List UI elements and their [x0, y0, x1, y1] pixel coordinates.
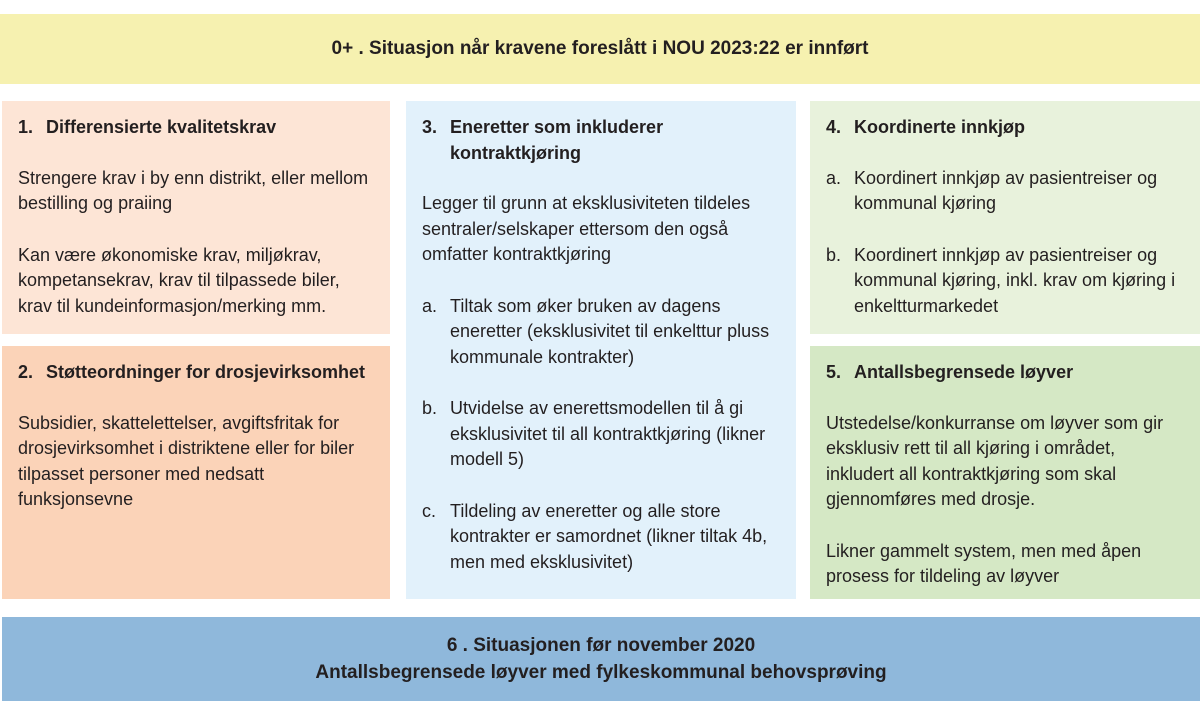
box3-item-c [422, 499, 782, 576]
box4-item-b-text: Koordinert innkjøp av pasientreiser og kommunal kjøring, inkl. krav om kjøring i enkeltturmarkedet [854, 244, 1176, 316]
box4-item-a-letter: a. [826, 167, 842, 188]
box1-paragraph-2: Kan være økonomiske krav, miljøkrav, kompetansekrav, krav til tilpassede biler, krav til kundeinformasjon/merking mm. [18, 244, 340, 316]
box1-title: Differensierte kvalitetskrav [46, 117, 277, 137]
bottom-banner-line-1: 6 . Situasjonen før november 2020 [446, 635, 756, 656]
box3-item-b-letter: b. [422, 398, 438, 418]
box3-item-c-letter: c. [422, 500, 437, 521]
box3-title: Eneretter som inkluderer kontraktkjøring [450, 117, 664, 163]
box3-heading [422, 115, 782, 166]
box3-number: 3. [422, 117, 438, 137]
box5-number: 5. [826, 362, 842, 382]
box2-heading [18, 360, 376, 386]
box5-heading [826, 360, 1186, 386]
box1-number: 1. [18, 117, 34, 137]
box1-paragraph-1: Strengere krav i by enn distrikt, eller mellom bestilling og praiing [18, 167, 369, 213]
box2-paragraph-1: Subsidier, skattelettelser, avgiftsfritak for drosjevirksomhet i distriktene eller for biler tilpasset personer med nedsatt funksjonsevne [18, 412, 355, 509]
box-stotteordninger [2, 346, 390, 599]
box4-item-a-text: Koordinert innkjøp av pasientreiser og kommunal kjøring [854, 167, 1158, 213]
bottom-banner [2, 617, 1200, 701]
box4-number: 4. [826, 117, 842, 137]
top-banner-title: 0+ . Situasjon når kravene foreslått i NOU 2023:22 er innført [331, 38, 869, 59]
box2-title: Støtteordninger for drosjevirksomhet [46, 362, 366, 382]
box3-item-c-text: Tildeling av eneretter og alle store kontrakter er samordnet (likner tiltak 4b, men med eksklusivitet) [450, 500, 768, 572]
box2-number: 2. [18, 362, 34, 382]
box4-title: Koordinerte innkjøp [854, 117, 1025, 137]
box4-heading [826, 115, 1186, 141]
box3-item-a [422, 294, 782, 371]
box3-item-b [422, 396, 782, 473]
bottom-banner-line-2: Antallsbegrensede løyver med fylkeskommunal behovsprøving [315, 662, 887, 683]
box5-paragraph-1: Utstedelse/konkurranse om løyver som gir eksklusiv rett til all kjøring i området, inkludert all kontraktkjøring som skal gjennomføres med drosje. [826, 412, 1164, 509]
box3-item-a-text: Tiltak som øker bruken av dagens eneretter (eksklusivitet til enkelttur pluss kommunale kontrakter) [450, 295, 770, 367]
box1-heading [18, 115, 376, 141]
box-differensierte-kvalitetskrav [2, 101, 390, 334]
box-antallsbegrensede-loyver [810, 346, 1200, 599]
box3-intro: Legger til grunn at eksklusiviteten tildeles sentraler/selskaper ettersom den også omfatter kontraktkjøring [422, 193, 751, 264]
box3-item-a-letter: a. [422, 295, 438, 316]
box5-title: Antallsbegrensede løyver [854, 362, 1074, 382]
box-koordinerte-innkjop [810, 101, 1200, 334]
box-eneretter [406, 101, 796, 599]
box4-item-b [826, 243, 1186, 320]
top-banner [0, 14, 1200, 84]
box5-paragraph-2: Likner gammelt system, men med åpen prosess for tildeling av løyver [826, 540, 1142, 586]
box4-item-a [826, 166, 1186, 217]
box3-item-b-text: Utvidelse av enerettsmodellen til å gi eksklusivitet til all kontraktkjøring (likner modell 5) [450, 398, 766, 469]
box4-item-b-letter: b. [826, 244, 842, 265]
